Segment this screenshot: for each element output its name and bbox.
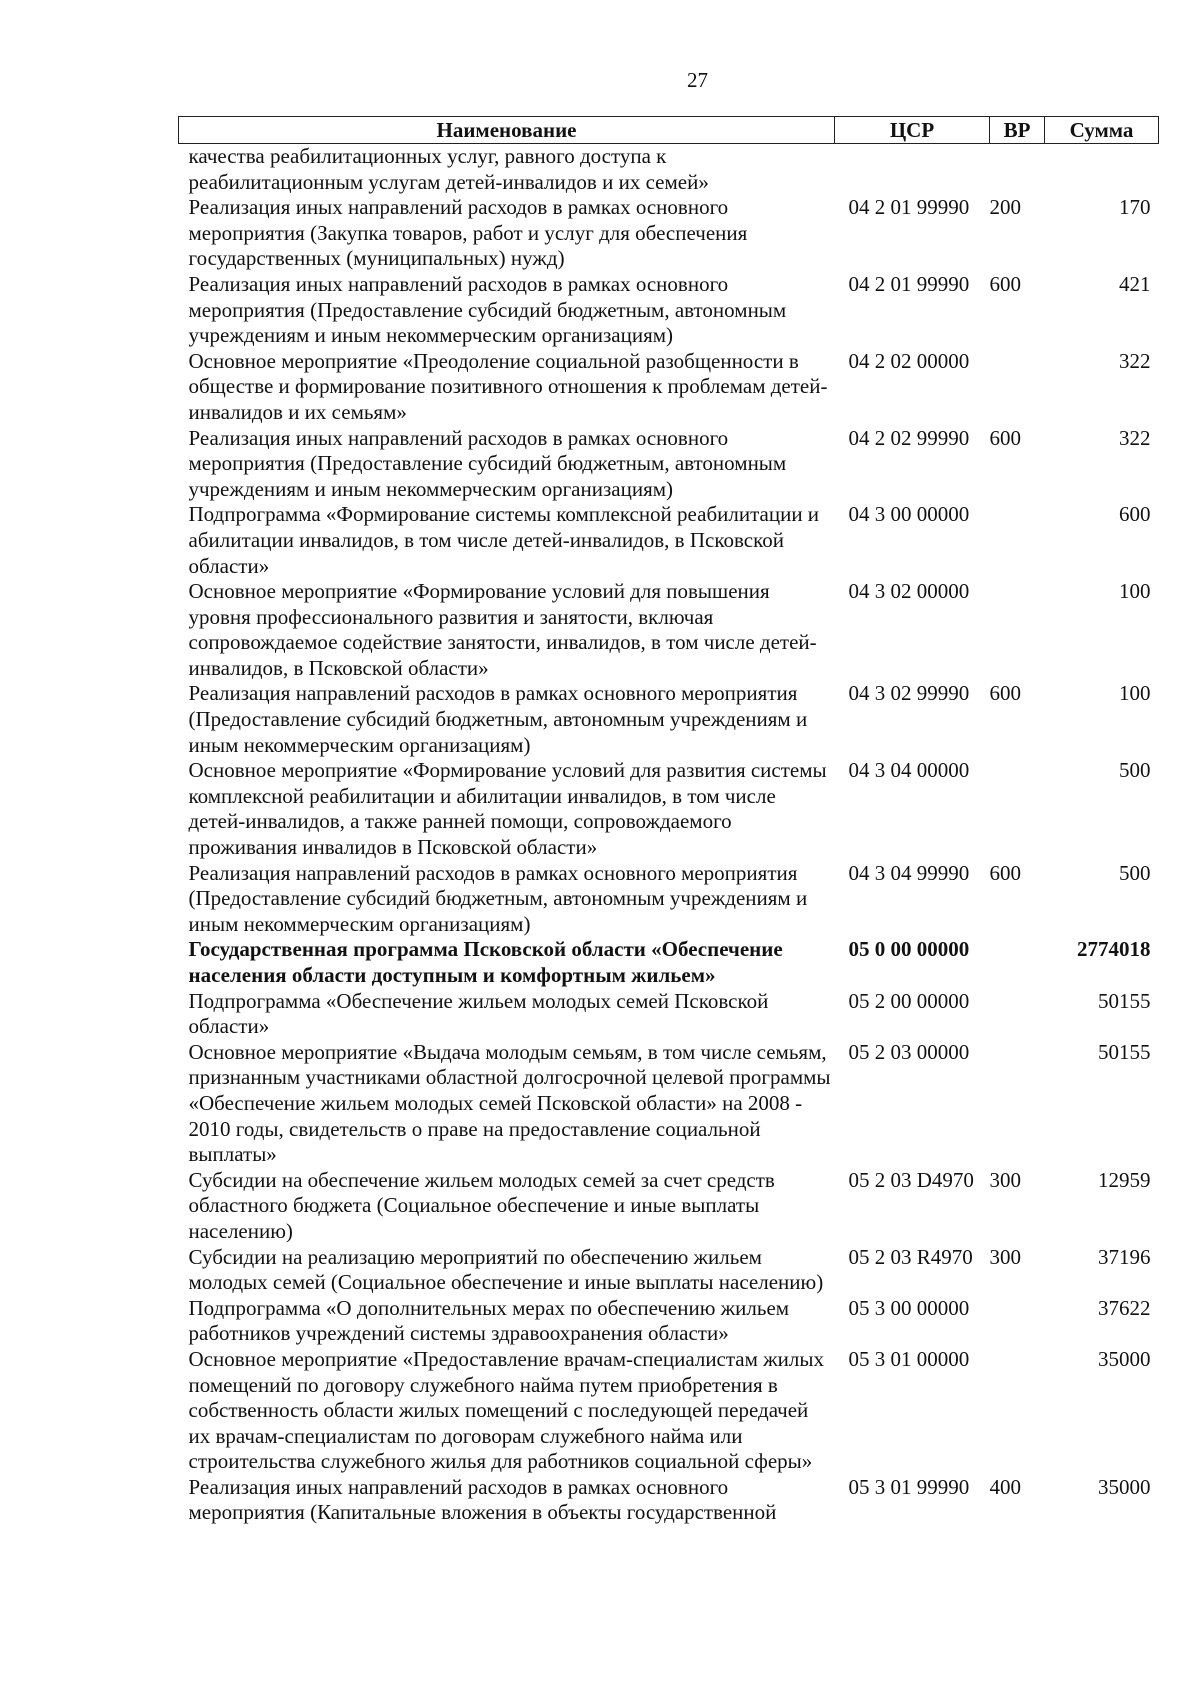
table-row: [179, 1475, 1159, 1526]
table-row: [179, 195, 1159, 272]
table-row: [179, 989, 1159, 1040]
row-sum-cell: 322: [1119, 425, 1151, 450]
row-sum-cell: 50155: [1098, 1039, 1151, 1064]
table-row: [179, 1245, 1159, 1296]
table-row: [179, 502, 1159, 579]
row-vr-cell: 400: [989, 1474, 1021, 1499]
row-vr-cell: [990, 758, 1045, 860]
row-sum-cell: 100: [1119, 681, 1151, 706]
row-csr-cell: [835, 144, 990, 196]
row-sum-cell: 35000: [1098, 1474, 1151, 1499]
table-row: [179, 579, 1159, 681]
row-name-cell: Основное мероприятие «Преодоление социальной разобщенности в обществе и формирование позитивного отношения к проблемам детей-инвалидов и их семьям»: [188, 348, 828, 424]
row-name-cell: Подпрограмма «Обеспечение жильем молодых семей Псковской области»: [188, 988, 769, 1039]
row-csr-cell: 05 3 01 99990: [848, 1474, 970, 1499]
header-csr: ЦСР: [835, 117, 990, 144]
row-name-cell: Реализация иных направлений расходов в рамках основного мероприятия (Закупка товаров, работ и услуг для обеспечения государственных (муниципальных) нужд): [188, 195, 748, 271]
row-csr-cell: 04 3 04 00000: [848, 758, 970, 783]
row-csr-cell: 04 2 02 99990: [848, 425, 970, 450]
row-sum-cell: 100: [1119, 579, 1151, 604]
table-row: [179, 1040, 1159, 1168]
table-row: [179, 1347, 1159, 1475]
row-sum-cell: 421: [1119, 271, 1151, 296]
budget-table: [178, 116, 1159, 1526]
row-vr-cell: [990, 1296, 1045, 1347]
row-vr-cell: 600: [989, 860, 1021, 885]
row-sum-cell: 37622: [1098, 1295, 1151, 1320]
row-csr-cell: 04 2 01 99990: [848, 271, 970, 296]
row-vr-cell: 300: [989, 1167, 1021, 1192]
table-row: [179, 758, 1159, 860]
row-vr-cell: [990, 1347, 1045, 1475]
row-vr-cell: 600: [989, 425, 1021, 450]
row-csr-cell: 05 3 00 00000: [848, 1295, 970, 1320]
row-csr-cell: 04 3 02 99990: [848, 681, 970, 706]
table-row: [179, 937, 1159, 988]
table-row: [179, 681, 1159, 758]
row-sum-cell: 37196: [1098, 1244, 1151, 1269]
row-vr-cell: [990, 144, 1045, 196]
row-name-cell: Подпрограмма «О дополнительных мерах по обеспечению жильем работников учреждений системы здравоохранения области»: [188, 1295, 790, 1346]
row-name-cell: Основное мероприятие «Формирование условий для развития системы комплексной реабилитации и абилитации инвалидов, в том числе детей-инвалидов, а также ранней помощи, сопровождаемого проживания инвалидов в Псковской области»: [188, 758, 827, 860]
table-row: [179, 1168, 1159, 1245]
row-sum-cell: 322: [1119, 348, 1151, 373]
row-name-cell: Основное мероприятие «Формирование условий для повышения уровня профессионального развития и занятости, включая сопровождаемое содействие занятости, инвалидов, в том числе детей-инвалидов, в Псковской области»: [188, 579, 817, 680]
row-vr-cell: [990, 579, 1045, 681]
row-sum-cell: 500: [1119, 860, 1151, 885]
table-row: [179, 349, 1159, 426]
header-name: Наименование: [179, 117, 835, 144]
row-vr-cell: [990, 349, 1045, 426]
row-name-cell: Реализация иных направлений расходов в рамках основного мероприятия (Предоставление субсидий бюджетным, автономным учреждениям и иным некоммерческим организациям): [188, 425, 787, 501]
table-body: [179, 144, 1159, 1527]
row-csr-cell: 05 0 00 00000: [848, 937, 970, 962]
row-csr-cell: 04 2 01 99990: [848, 195, 970, 220]
row-name-cell: Основное мероприятие «Выдача молодым семьям, в том числе семьям, признанным участниками областной долгосрочной целевой программы «Обеспечение жильем молодых семей Псковской области» на 2008 - 2010 годы, свидетельств о праве на предоставление социальной выплаты»: [188, 1039, 831, 1167]
row-vr-cell: [990, 502, 1045, 579]
row-vr-cell: 600: [989, 271, 1021, 296]
row-csr-cell: 04 3 00 00000: [848, 502, 970, 527]
row-sum-cell: 170: [1119, 195, 1151, 220]
row-sum-cell: 12959: [1098, 1167, 1151, 1192]
row-csr-cell: 04 3 04 99990: [848, 860, 970, 885]
row-csr-cell: 05 2 03 00000: [848, 1039, 970, 1064]
row-name-cell: Реализация иных направлений расходов в рамках основного мероприятия (Предоставление субсидий бюджетным, автономным учреждениям и иным некоммерческим организациям): [188, 271, 787, 348]
table-row: [179, 861, 1159, 938]
row-csr-cell: 05 3 01 00000: [848, 1346, 970, 1371]
table-row: [179, 144, 1159, 196]
row-name-cell: Реализация направлений расходов в рамках основного мероприятия (Предоставление субсидий бюджетным, автономным учреждениям и иным некоммерческим организациям): [188, 860, 808, 936]
row-vr-cell: 200: [989, 195, 1021, 220]
row-name-cell: Государственная программа Псковской области «Обеспечение населения области доступным и комфортным жильем»: [188, 937, 783, 987]
row-sum-cell: 2774018: [1077, 937, 1151, 962]
row-vr-cell: [990, 937, 1045, 988]
row-vr-cell: [990, 989, 1045, 1040]
row-name-cell: Реализация направлений расходов в рамках основного мероприятия (Предоставление субсидий бюджетным, автономным учреждениям и иным некоммерческим организациям): [188, 681, 808, 757]
table-row: [179, 272, 1159, 349]
table-row: [179, 1296, 1159, 1347]
header-sum: Сумма: [1045, 117, 1159, 144]
row-csr-cell: 04 3 02 00000: [848, 579, 970, 604]
row-sum-cell: [1045, 144, 1159, 196]
header-vr: ВР: [990, 117, 1045, 144]
row-sum-cell: 600: [1119, 502, 1151, 527]
row-csr-cell: 04 2 02 00000: [848, 348, 970, 373]
budget-table-container: [178, 116, 1158, 1526]
row-sum-cell: 35000: [1098, 1346, 1151, 1371]
row-csr-cell: 05 2 03 D4970: [848, 1167, 974, 1192]
row-name-cell: Реализация иных направлений расходов в рамках основного мероприятия (Капитальные вложения в объекты государственной: [188, 1474, 777, 1525]
row-name-cell: Субсидии на обеспечение жильем молодых семей за счет средств областного бюджета (Социальное обеспечение и иные выплаты населению): [188, 1167, 775, 1243]
row-name-cell: качества реабилитационных услуг, равного доступа к реабилитационным услугам детей-инвалидов и их семей»: [188, 144, 709, 194]
row-sum-cell: 500: [1119, 758, 1151, 783]
table-row: [179, 426, 1159, 503]
row-name-cell: Субсидии на реализацию мероприятий по обеспечению жильем молодых семей (Социальное обеспечение и иные выплаты населению): [188, 1244, 824, 1295]
row-csr-cell: 05 2 03 R4970: [848, 1244, 973, 1269]
row-csr-cell: 05 2 00 00000: [848, 988, 970, 1013]
table-header-row: [179, 117, 1159, 144]
row-vr-cell: 300: [989, 1244, 1021, 1269]
row-vr-cell: [990, 1040, 1045, 1168]
row-name-cell: Основное мероприятие «Предоставление врачам-специалистам жилых помещений по договору служебного найма путем приобретения в собственность области жилых помещений с последующей передачей их врачам-специалистам по договорам служебного найма или строительства служебного жилья для работников социальной сферы»: [188, 1346, 825, 1474]
row-name-cell: Подпрограмма «Формирование системы комплексной реабилитации и абилитации инвалидов, в том числе детей-инвалидов, в Псковской области»: [188, 502, 820, 578]
row-vr-cell: 600: [989, 681, 1021, 706]
page-number: 27: [687, 68, 708, 92]
row-sum-cell: 50155: [1098, 988, 1151, 1013]
